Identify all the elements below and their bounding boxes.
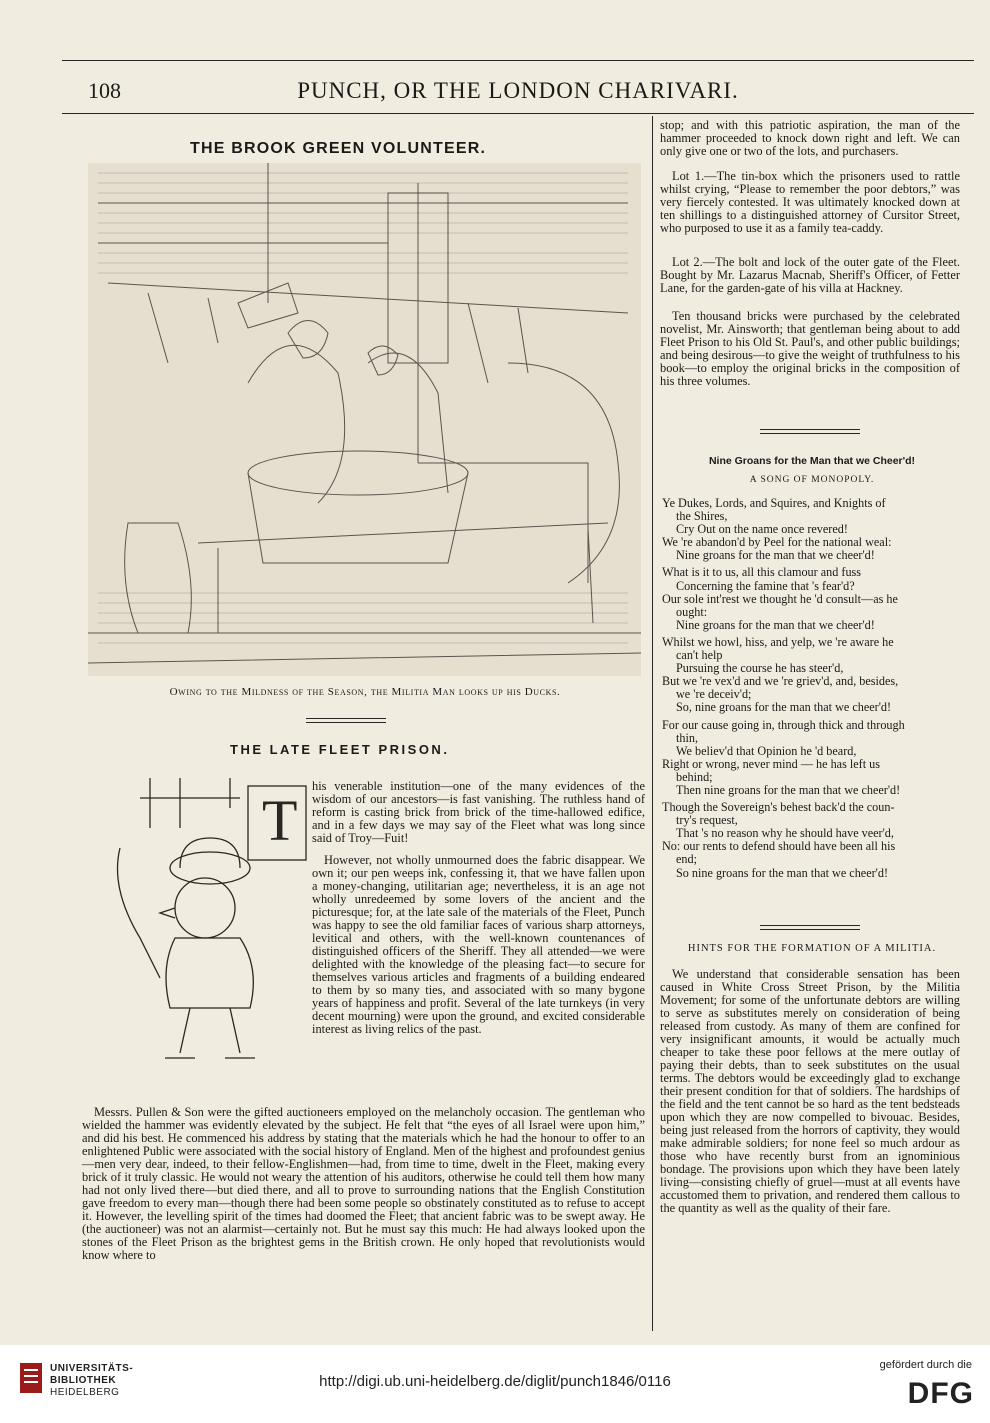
permalink-url[interactable]: http://digi.ub.uni-heidelberg.de/diglit/punch1846/0116 <box>319 1373 671 1390</box>
illustration-title: THE BROOK GREEN VOLUNTEER. <box>190 140 487 157</box>
funder-note: gefördert durch die <box>879 1359 972 1371</box>
drop-cap-letter: T <box>262 788 298 853</box>
lot-1-paragraph: Lot 1.—The tin-box which the prisoners used to rattle whilst crying, “Please to remember the poor debtors,” was very fiercely contested. It was ultimately knocked down at ten shillings to a distinguished attorney of Cursitor Street, who purposed to use it as a family tea-caddy. <box>660 169 960 235</box>
ainsworth-paragraph: Ten thousand bricks were purchased by the celebrated novelist, Mr. Ainsworth; that gentleman being about to add Fleet Prison to his Old St. Paul's, and other public buildings; and being desirous—to give the weight of truthfulness to his book—to employ the original bricks in the composition of his three volumes. <box>660 309 960 388</box>
article-title: THE LATE FLEET PRISON. <box>230 742 450 757</box>
right-paragraph-1: stop; and with this patriotic aspiration, the man of the hammer proceeded to knock down right and left. We can only give one or two of the lots, and purchasers. <box>660 118 960 158</box>
page-number: 108 <box>88 78 121 103</box>
hints-title: HINTS FOR THE FORMATION OF A MILITIA. <box>687 943 937 954</box>
section-rule <box>306 722 386 723</box>
library-name: UNIVERSITÄTS- BIBLIOTHEK HEIDELBERG <box>50 1363 134 1398</box>
column-divider <box>652 116 653 1331</box>
viewer-footer <box>0 1345 990 1423</box>
stanza: Though the Sovereign's behest back'd the coun- try's request, That 's no reason why he should have veer'd, No: our rents to defend should have been all his end; So nine groans for the man that we cheer'd! <box>662 800 896 880</box>
song-title: Nine Groans for the Man that we Cheer'd! <box>708 455 916 467</box>
stanza: What is it to us, all this clamour and fuss Concerning the famine that 's fear'd? Our sole int'rest we thought he 'd consult—as he ought: Nine groans for the man that we cheer'd! <box>662 565 898 632</box>
section-rule <box>760 925 860 926</box>
section-rule <box>306 718 386 719</box>
lot-2-paragraph: Lot 2.—The bolt and lock of the outer gate of the Fleet. Bought by Mr. Lazarus Macnab, Sheriff's Officer, of Fetter Lane, for the garden-gate of his villa at Hackney. <box>660 255 960 295</box>
illustration-caption: Owing to the Mildness of the Season, the Militia Man looks up his Ducks. <box>169 686 561 698</box>
song-verses <box>662 497 962 884</box>
stanza: Ye Dukes, Lords, and Squires, and Knights of the Shires, Cry Out on the name once revered! We 're abandon'd by Peel for the national weal: Nine groans for the man that we cheer'd! <box>662 496 892 563</box>
stanza: For our cause going in, through thick and through thin, We believ'd that Opinion he 'd beard, Right or wrong, never mind — he has left us behind; Then nine groans for the man that we cheer'd! <box>662 717 905 797</box>
dfg-logo: DFG <box>907 1377 974 1410</box>
hints-paragraph: We understand that considerable sensation has been caused in White Cross Street Prison, by the Militia Movement; for some of the unfortunate debtors are willing to serve as substitutes merely on consideration of being released from custody. As many of them are confined for very insignificant amounts, it would be actually much cheaper to take these poor fellows at the mere outlay of paying their debts, than to seek substitutes on the usual terms. The debtors would be exceedingly glad to exchange their present condition for that of soldiers. The hardships of the field and the tent cannot be so hard as the tent bedsteads upon which they are now compelled to bivouac. Besides, being just released from the horrors of captivity, they would make admirable soldiers; for none feel so much ardour as those who have recently burst from an ignominious bondage. The provisions upon which they have been lately living—consisting chiefly of gruel—must at all events have accustomed them to privation, and rendered them callous to the quantity as well as the quality of their fare. <box>660 967 960 1215</box>
fleet-paragraph-3: Messrs. Pullen & Son were the gifted auctioneers employed on the melancholy occasion. The gentleman who wielded the hammer was evidently elevated by the subject. He felt that “the eyes of all Israel were upon him,” and did his best. He commenced his address by stating that the materials which he had the honour to offer to an enlightened Public were associated with the social history of England. Men of the highest and profoundest genius—men very dear, indeed, to their fellow-Englishmen—had, from time to time, dwelt in the Fleet, making every brick of it truly classic. He would not weary the attention of his auditors, otherwise he could tell them how many had not only lived there—but died there, and all to prove to surrounding nations that the English Constitution gave freedom to every man—though there had been some people so obstinately constituted as to refuse to accept it. However, the levelling spirit of the times had doomed the Fleet; that ancient fabric was to be swept away. He (the auctioneer) was not an alarmist—certainly not. But he must say this much: He had always looked upon the stones of the Fleet Prison as the brightest gems in the British crown. He only hoped that revolutionists would know where to <box>82 1105 645 1262</box>
vignette-turnkey-figure <box>80 768 320 1068</box>
stanza: Whilst we howl, hiss, and yelp, we 're aware he can't help Pursuing the course he has steer'd, But we 're vex'd and we 're griev'd, and, besides, we 're deceiv'd; So, nine groans for the man that we cheer'd! <box>662 634 899 715</box>
page-header <box>62 74 974 114</box>
section-rule <box>760 433 860 434</box>
song-subtitle: A SONG OF MONOPOLY. <box>749 475 875 485</box>
engraving-brook-green-volunteer <box>88 163 641 676</box>
periodical-title: PUNCH, OR THE LONDON CHARIVARI. <box>297 78 739 103</box>
section-rule <box>760 929 860 930</box>
section-rule <box>760 429 860 430</box>
fleet-paragraph-2: However, not wholly unmourned does the fabric disappear. We own it; our pen weeps ink, confessing it, that we have fallen upon a money-changing, utilitarian age; nevertheless, it is an age not wholly unredeemed by some lovers of the ancient and the picturesque; for, at the late sale of the materials of the Fleet, Punch was happy to see the old familiar faces of various sharp attorneys, levitical and others, with the well-known countenances of distinguished officers of the Sheriff. They all attended—we were delighted with the knowledge of the pleasing fact—to secure for themselves various articles and fragments of a building endeared to them by so many ties, and associated with so many bygone years of happiness and profit. Several of the late turnkeys (in very decent mourning) were upon the ground, and excited considerable interest as living relics of the past. <box>312 853 645 1036</box>
fleet-paragraph-1: his venerable institution—one of the many evidences of the wisdom of our ancestors—is fast vanishing. The ruthless hand of reform is casting brick from brick of the time-hallowed edifice, and in a few days we may say of the Fleet what was long since said of Troy—Fuit! <box>312 779 645 845</box>
